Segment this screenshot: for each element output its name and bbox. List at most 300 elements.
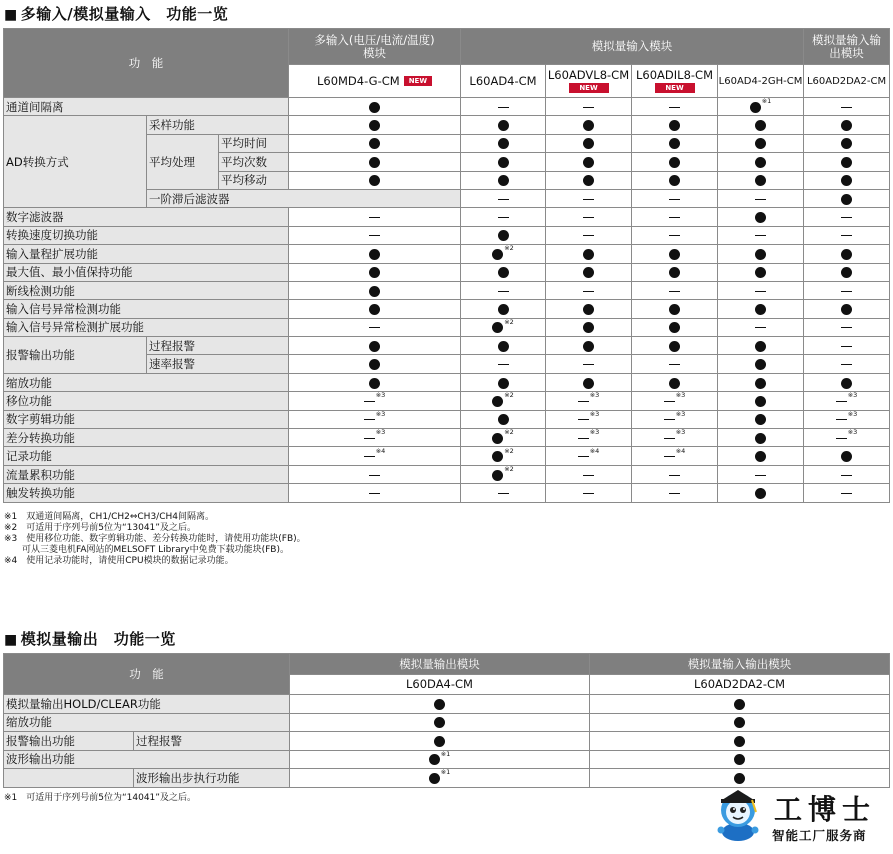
function-label: 输入信号异常检测扩展功能 xyxy=(4,318,289,336)
unsupported-dash-icon xyxy=(369,327,380,328)
function-detail-label: 平均移动 xyxy=(219,171,289,189)
unsupported-dash-icon xyxy=(583,475,594,476)
footnote-ref: ※1 xyxy=(440,768,451,777)
function-label: 断线检测功能 xyxy=(4,281,289,299)
support-cell xyxy=(546,245,632,263)
support-cell xyxy=(632,447,718,465)
unsupported-dash-icon xyxy=(664,401,675,402)
support-cell xyxy=(546,337,632,355)
unsupported-dash-icon xyxy=(583,493,594,494)
support-cell xyxy=(804,281,890,299)
supported-dot-icon xyxy=(583,249,594,260)
support-cell xyxy=(718,392,804,410)
support-cell xyxy=(289,484,461,502)
table-row xyxy=(4,713,890,732)
footnote: ※1 双通道间隔离，CH1/CH2⇔CH3/CH4间隔离。 xyxy=(4,512,214,522)
supported-dot-icon xyxy=(492,322,503,333)
output-function-table xyxy=(3,653,890,788)
supported-dot-icon xyxy=(583,157,594,168)
function-group-label xyxy=(4,769,134,788)
function-header: 功 能 xyxy=(4,29,289,98)
footnote: ※1 可适用于序列号前5位为“14041”及之后。 xyxy=(4,793,196,803)
supported-dot-icon xyxy=(369,102,380,113)
table-row xyxy=(4,226,890,244)
footnote-ref: ※3 xyxy=(589,410,600,418)
supported-dot-icon xyxy=(755,267,766,278)
table-row xyxy=(4,695,890,714)
supported-dot-icon xyxy=(583,120,594,131)
footnote-ref: ※3 xyxy=(847,391,858,400)
support-cell xyxy=(461,465,546,483)
support-cell xyxy=(289,318,461,336)
footnote-ref: ※3 xyxy=(847,428,858,437)
support-cell xyxy=(632,318,718,336)
support-cell xyxy=(461,429,546,447)
table-row xyxy=(4,447,890,465)
supported-dot-icon xyxy=(669,267,680,278)
supported-dot-icon xyxy=(669,322,680,333)
footnote-ref: ※3 xyxy=(675,428,686,437)
support-cell xyxy=(804,153,890,171)
unsupported-dash-icon xyxy=(669,107,680,108)
section2-title: ■ 模拟量输出 功能一览 xyxy=(4,630,176,648)
supported-dot-icon xyxy=(734,773,745,784)
support-cell xyxy=(290,713,590,732)
unsupported-dash-icon xyxy=(498,199,509,200)
supported-dot-icon xyxy=(369,249,380,260)
support-cell xyxy=(289,373,461,391)
support-cell xyxy=(290,769,590,788)
support-cell xyxy=(290,732,590,751)
support-cell xyxy=(804,447,890,465)
unsupported-dash-icon xyxy=(836,401,847,402)
supported-dot-icon xyxy=(498,157,509,168)
support-cell xyxy=(461,484,546,502)
support-cell xyxy=(590,750,890,769)
footnote-ref: ※4 xyxy=(589,446,600,455)
function-label: 转换速度切换功能 xyxy=(4,226,289,244)
table-row xyxy=(4,337,890,355)
supported-dot-icon xyxy=(369,378,380,389)
supported-dot-icon xyxy=(755,212,766,223)
function-label: 缩放功能 xyxy=(4,713,290,732)
group-header-analog-input: 模拟量输入模块 xyxy=(461,29,804,65)
function-label: 波形输出功能 xyxy=(4,750,290,769)
unsupported-dash-icon xyxy=(669,199,680,200)
function-label: 触发转换功能 xyxy=(4,484,289,502)
supported-dot-icon xyxy=(755,341,766,352)
supported-dot-icon xyxy=(755,396,766,407)
unsupported-dash-icon xyxy=(669,291,680,292)
supported-dot-icon xyxy=(434,699,445,710)
supported-dot-icon xyxy=(492,433,503,444)
support-cell xyxy=(461,355,546,373)
footnote-ref: ※2 xyxy=(504,465,514,473)
support-cell xyxy=(632,281,718,299)
unsupported-dash-icon xyxy=(669,493,680,494)
supported-dot-icon xyxy=(369,120,380,131)
supported-dot-icon xyxy=(734,754,745,765)
support-cell xyxy=(546,429,632,447)
supported-dot-icon xyxy=(429,773,440,784)
footnote: ※2 可适用于序列号前5位为“13041”及之后。 xyxy=(4,523,196,533)
unsupported-dash-icon xyxy=(583,364,594,365)
supported-dot-icon xyxy=(734,736,745,747)
supported-dot-icon xyxy=(369,286,380,297)
unsupported-dash-icon xyxy=(498,493,509,494)
unsupported-dash-icon xyxy=(583,107,594,108)
support-cell xyxy=(461,447,546,465)
footnote-ref: ※1 xyxy=(440,750,451,758)
support-cell xyxy=(590,713,890,732)
function-detail-label: 平均次数 xyxy=(219,153,289,171)
supported-dot-icon xyxy=(492,470,503,481)
support-cell xyxy=(590,695,890,714)
support-cell xyxy=(461,318,546,336)
support-cell xyxy=(632,189,718,207)
support-cell xyxy=(461,153,546,171)
function-label: 流量累积功能 xyxy=(4,465,289,483)
support-cell xyxy=(289,410,461,428)
support-cell xyxy=(546,226,632,244)
supported-dot-icon xyxy=(369,267,380,278)
support-cell xyxy=(632,245,718,263)
model-header: L60ADVL8-CM NEW xyxy=(546,65,632,98)
support-cell xyxy=(632,392,718,410)
function-label: 数字滤波器 xyxy=(4,208,289,226)
supported-dot-icon xyxy=(841,249,852,260)
support-cell xyxy=(546,373,632,391)
supported-dot-icon xyxy=(841,304,852,315)
support-cell xyxy=(718,465,804,483)
footnote: ※3 使用移位功能、数字剪辑功能、差分转换功能时，请使用功能块(FB)。 xyxy=(4,534,306,544)
supported-dot-icon xyxy=(755,378,766,389)
supported-dot-icon xyxy=(369,175,380,186)
model-header: L60AD2DA2-CM xyxy=(590,675,890,695)
support-cell xyxy=(718,337,804,355)
logo-tagline: 智能工厂服务商 xyxy=(772,828,867,843)
unsupported-dash-icon xyxy=(498,291,509,292)
support-cell xyxy=(546,116,632,134)
function-label: 差分转换功能 xyxy=(4,429,289,447)
unsupported-dash-icon xyxy=(755,327,766,328)
support-cell xyxy=(546,263,632,281)
footnote-ref: ※4 xyxy=(375,446,386,455)
support-cell xyxy=(290,750,590,769)
supported-dot-icon xyxy=(669,120,680,131)
support-cell xyxy=(546,410,632,428)
footnote-ref: ※3 xyxy=(675,391,686,400)
supported-dot-icon xyxy=(434,717,445,728)
group-header-analog-output: 模拟量输出模块 xyxy=(290,654,590,675)
supported-dot-icon xyxy=(498,175,509,186)
support-cell xyxy=(461,189,546,207)
supported-dot-icon xyxy=(841,157,852,168)
support-cell xyxy=(718,281,804,299)
footnote-ref: ※3 xyxy=(375,410,386,418)
unsupported-dash-icon xyxy=(369,475,380,476)
function-label: 输入信号异常检测功能 xyxy=(4,300,289,318)
support-cell xyxy=(546,447,632,465)
footnote-ref: ※3 xyxy=(675,410,686,418)
supported-dot-icon xyxy=(755,433,766,444)
support-cell xyxy=(718,171,804,189)
table-row xyxy=(4,208,890,226)
table-row xyxy=(4,410,890,428)
supported-dot-icon xyxy=(669,157,680,168)
function-sub-label: 速率报警 xyxy=(147,355,289,373)
unsupported-dash-icon xyxy=(364,438,375,439)
support-cell xyxy=(289,392,461,410)
support-cell xyxy=(461,392,546,410)
support-cell xyxy=(590,732,890,751)
supported-dot-icon xyxy=(755,359,766,370)
support-cell xyxy=(546,484,632,502)
supported-dot-icon xyxy=(583,175,594,186)
supported-dot-icon xyxy=(734,717,745,728)
support-cell xyxy=(804,318,890,336)
supported-dot-icon xyxy=(669,304,680,315)
support-cell xyxy=(461,410,546,428)
support-cell xyxy=(718,116,804,134)
footnotes xyxy=(4,512,306,567)
supported-dot-icon xyxy=(755,488,766,499)
support-cell xyxy=(461,300,546,318)
support-cell xyxy=(289,465,461,483)
footnote-ref: ※2 xyxy=(504,391,514,400)
square-bullet-icon: ■ xyxy=(4,7,18,23)
support-cell xyxy=(546,153,632,171)
support-cell xyxy=(718,373,804,391)
function-label: 数字剪辑功能 xyxy=(4,410,289,428)
supported-dot-icon xyxy=(498,378,509,389)
footnote-ref: ※3 xyxy=(375,391,386,400)
support-cell xyxy=(546,281,632,299)
unsupported-dash-icon xyxy=(841,235,852,236)
function-group-label: AD转换方式 xyxy=(4,116,147,208)
supported-dot-icon xyxy=(669,175,680,186)
function-label: 输入量程扩展功能 xyxy=(4,245,289,263)
supported-dot-icon xyxy=(583,378,594,389)
unsupported-dash-icon xyxy=(841,217,852,218)
unsupported-dash-icon xyxy=(498,217,509,218)
support-cell xyxy=(804,98,890,116)
supported-dot-icon xyxy=(369,359,380,370)
support-cell xyxy=(804,410,890,428)
mascot-icon xyxy=(716,786,770,844)
footnote-ref: ※4 xyxy=(675,446,686,455)
group-header-analog-io: 模拟量输入输出模块 xyxy=(804,29,890,65)
supported-dot-icon xyxy=(669,378,680,389)
support-cell xyxy=(632,300,718,318)
table-row xyxy=(4,484,890,502)
footnote-ref: ※3 xyxy=(589,428,600,437)
footnote: ※4 使用记录功能时，请使用CPU模块的数据记录功能。 xyxy=(4,556,234,566)
unsupported-dash-icon xyxy=(669,475,680,476)
table-row xyxy=(4,98,890,116)
function-group-label: 报警输出功能 xyxy=(4,337,147,374)
supported-dot-icon xyxy=(841,451,852,462)
support-cell xyxy=(718,134,804,152)
function-label: 记录功能 xyxy=(4,447,289,465)
support-cell xyxy=(461,171,546,189)
function-label: 一阶滞后滤波器 xyxy=(147,189,461,207)
support-cell xyxy=(289,281,461,299)
support-cell xyxy=(804,337,890,355)
support-cell xyxy=(546,392,632,410)
support-cell xyxy=(461,245,546,263)
function-sub-label: 平均处理 xyxy=(147,134,219,189)
support-cell xyxy=(632,116,718,134)
table-row xyxy=(4,750,890,769)
footnote-ref: ※2 xyxy=(504,428,514,437)
supported-dot-icon xyxy=(841,120,852,131)
supported-dot-icon xyxy=(755,120,766,131)
unsupported-dash-icon xyxy=(841,107,852,108)
support-cell xyxy=(632,171,718,189)
support-cell xyxy=(718,318,804,336)
model-header: L60DA4-CM xyxy=(290,675,590,695)
table-row xyxy=(4,116,890,134)
function-sub-label: 过程报警 xyxy=(147,337,289,355)
footnote-ref: ※3 xyxy=(847,410,858,418)
support-cell xyxy=(718,189,804,207)
supported-dot-icon xyxy=(841,378,852,389)
support-cell xyxy=(289,226,461,244)
support-cell xyxy=(289,98,461,116)
support-cell xyxy=(289,355,461,373)
support-cell xyxy=(804,226,890,244)
supported-dot-icon xyxy=(498,414,509,425)
support-cell xyxy=(718,226,804,244)
support-cell xyxy=(632,484,718,502)
unsupported-dash-icon xyxy=(755,291,766,292)
support-cell xyxy=(718,447,804,465)
unsupported-dash-icon xyxy=(364,456,375,457)
footnote-ref: ※1 xyxy=(761,97,772,106)
support-cell xyxy=(546,171,632,189)
footnote-ref: ※2 xyxy=(504,244,514,253)
support-cell xyxy=(461,281,546,299)
support-cell xyxy=(804,189,890,207)
support-cell xyxy=(461,226,546,244)
supported-dot-icon xyxy=(498,230,509,241)
group-header-multi-input: 多输入(电压/电流/温度)模块 xyxy=(289,29,461,65)
unsupported-dash-icon xyxy=(583,217,594,218)
supported-dot-icon xyxy=(755,157,766,168)
support-cell xyxy=(804,263,890,281)
unsupported-dash-icon xyxy=(841,327,852,328)
table-row xyxy=(4,732,890,751)
model-header: L60MD4-G-CM NEW xyxy=(289,65,461,98)
support-cell xyxy=(289,263,461,281)
function-label: 移位功能 xyxy=(4,392,289,410)
footnote: 可从三菱电机FA网站的MELSOFT Library中免费下载功能块(FB)。 xyxy=(4,545,289,555)
unsupported-dash-icon xyxy=(664,456,675,457)
function-sub-label: 波形输出步执行功能 xyxy=(134,769,290,788)
unsupported-dash-icon xyxy=(836,438,847,439)
supported-dot-icon xyxy=(841,138,852,149)
unsupported-dash-icon xyxy=(364,419,375,420)
support-cell xyxy=(804,392,890,410)
supported-dot-icon xyxy=(755,414,766,425)
table-row xyxy=(4,429,890,447)
support-cell xyxy=(718,98,804,116)
table-row xyxy=(4,373,890,391)
unsupported-dash-icon xyxy=(369,493,380,494)
footnote-ref: ※3 xyxy=(375,428,386,437)
supported-dot-icon xyxy=(583,304,594,315)
support-cell xyxy=(546,465,632,483)
supported-dot-icon xyxy=(369,341,380,352)
supported-dot-icon xyxy=(755,138,766,149)
support-cell xyxy=(632,429,718,447)
support-cell xyxy=(289,447,461,465)
supported-dot-icon xyxy=(841,194,852,205)
supported-dot-icon xyxy=(498,138,509,149)
function-detail-label: 平均时间 xyxy=(219,134,289,152)
footnote-ref: ※2 xyxy=(504,318,514,326)
function-sub-label: 采样功能 xyxy=(147,116,289,134)
unsupported-dash-icon xyxy=(578,401,589,402)
supported-dot-icon xyxy=(498,341,509,352)
support-cell xyxy=(632,410,718,428)
support-cell xyxy=(804,355,890,373)
supported-dot-icon xyxy=(583,341,594,352)
support-cell xyxy=(289,429,461,447)
unsupported-dash-icon xyxy=(583,291,594,292)
function-header: 功 能 xyxy=(4,654,290,695)
function-label: 通道间隔离 xyxy=(4,98,289,116)
supported-dot-icon xyxy=(583,267,594,278)
unsupported-dash-icon xyxy=(364,401,375,402)
support-cell xyxy=(461,98,546,116)
support-cell xyxy=(461,116,546,134)
supported-dot-icon xyxy=(755,304,766,315)
support-cell xyxy=(461,373,546,391)
model-header: L60AD4-CM xyxy=(461,65,546,98)
support-cell xyxy=(804,208,890,226)
footnote-ref: ※2 xyxy=(504,446,514,455)
support-cell xyxy=(804,300,890,318)
support-cell xyxy=(632,263,718,281)
unsupported-dash-icon xyxy=(498,107,509,108)
support-cell xyxy=(289,208,461,226)
supported-dot-icon xyxy=(669,138,680,149)
support-cell xyxy=(289,245,461,263)
unsupported-dash-icon xyxy=(755,199,766,200)
support-cell xyxy=(632,465,718,483)
unsupported-dash-icon xyxy=(755,475,766,476)
function-label: 模拟量输出HOLD/CLEAR功能 xyxy=(4,695,290,714)
support-cell xyxy=(804,134,890,152)
new-badge: NEW xyxy=(569,83,609,93)
unsupported-dash-icon xyxy=(498,364,509,365)
new-badge: NEW xyxy=(655,83,695,93)
supported-dot-icon xyxy=(669,341,680,352)
support-cell xyxy=(804,171,890,189)
support-cell xyxy=(289,337,461,355)
footnotes xyxy=(4,793,196,804)
support-cell xyxy=(461,263,546,281)
unsupported-dash-icon xyxy=(578,419,589,420)
table-row xyxy=(4,465,890,483)
support-cell xyxy=(546,318,632,336)
support-cell xyxy=(718,263,804,281)
supported-dot-icon xyxy=(498,120,509,131)
support-cell xyxy=(546,300,632,318)
support-cell xyxy=(590,769,890,788)
